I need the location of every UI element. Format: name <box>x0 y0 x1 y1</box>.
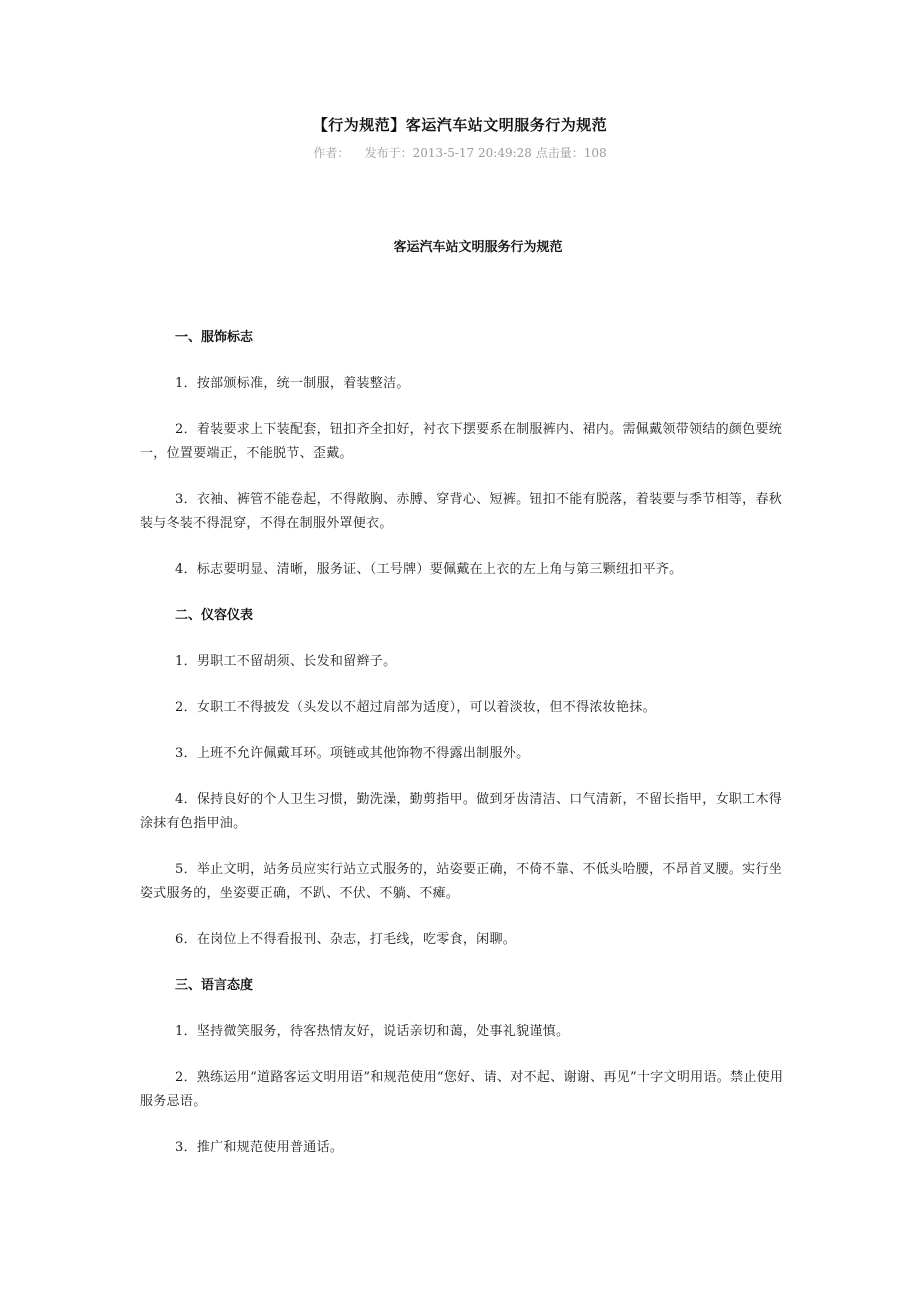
list-item: 5．举止文明，站务员应实行站立式服务的，站姿要正确，不倚不靠、不低头哈腰，不昂首叉腰。实行坐姿式服务的，坐姿要正确，不趴、不伏、不躺、不瘫。 <box>140 862 783 901</box>
list-item: 6．在岗位上不得看报刊、杂志，打毛线，吃零食，闲聊。 <box>175 932 517 947</box>
list-item: 3．衣袖、裤管不能卷起，不得敞胸、赤膊、穿背心、短裤。钮扣不能有脱落，着装要与季节相等，春秋装与冬装不得混穿，不得在制服外罩便衣。 <box>140 492 783 531</box>
section-heading-attire: 一、服饰标志 <box>175 330 254 345</box>
list-item: 2．女职工不得披发（头发以不超过肩部为适度），可以着淡妆，但不得浓妆艳抹。 <box>175 700 656 715</box>
author-label: 作者： <box>313 146 350 160</box>
list-item: 2．熟练运用“道路客运文明用语”和规范使用“您好、请、对不起、谢谢、再见”十字文明用语。禁止使用服务忌语。 <box>140 1070 784 1109</box>
article-subtitle: 客运汽车站文明服务行为规范 <box>393 240 563 255</box>
article-meta <box>0 144 920 161</box>
page-title: 【行为规范】客运汽车站文明服务行为规范 <box>312 116 608 134</box>
list-item: 1．按部颁标准，统一制服，着装整洁。 <box>175 376 410 391</box>
list-item: 4．保持良好的个人卫生习惯，勤洗澡，勤剪指甲。做到牙齿清洁、口气清新，不留长指甲，女职工木得涂抹有色指甲油。 <box>140 792 783 831</box>
list-item: 3．推广和规范使用普通话。 <box>175 1140 344 1155</box>
hit-count: 点击量：108 <box>535 146 607 160</box>
published-date: 发布于：2013-5-17 20:49:28 <box>364 146 532 160</box>
section-heading-appearance: 二、仪容仪表 <box>175 608 254 623</box>
list-item: 1．坚持微笑服务，待客热情友好，说话亲切和蔼，处事礼貌谨慎。 <box>175 1024 570 1039</box>
list-item: 1．男职工不留胡须、长发和留辫子。 <box>175 654 397 669</box>
section-heading-language: 三、语言态度 <box>175 978 254 993</box>
list-item: 4．标志要明显、清晰，服务证、（工号牌）要佩戴在上衣的左上角与第三颗纽扣平齐。 <box>175 562 683 577</box>
list-item: 3．上班不允许佩戴耳环。项链或其他饰物不得露出制服外。 <box>175 746 530 761</box>
list-item: 2．着装要求上下装配套，钮扣齐全扣好，衬衣下摆要系在制服裤内、裙内。需佩戴领带领结的颜色要统一，位置要端正，不能脱节、歪戴。 <box>140 422 783 461</box>
